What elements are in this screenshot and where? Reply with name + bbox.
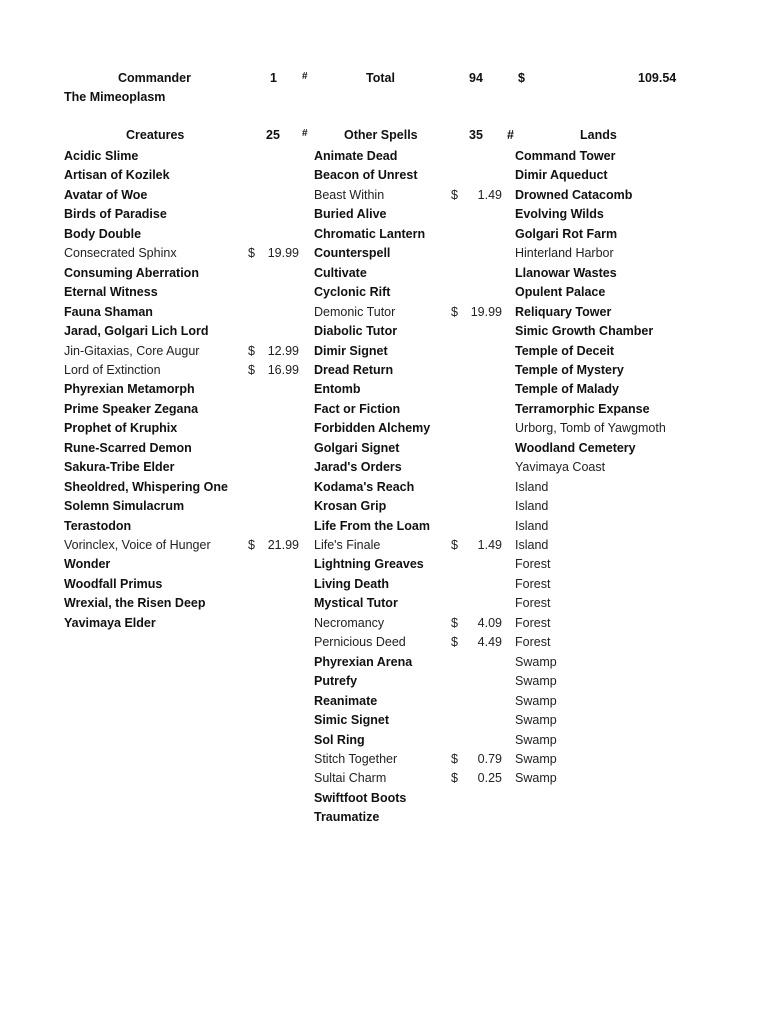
creatures-row-name: Artisan of Kozilek [64,168,170,183]
creatures-row-name: Eternal Witness [64,285,158,300]
lands-row-name: Forest [515,615,551,630]
spells-row-name: Entomb [314,382,361,397]
lands-row-name: Command Tower [515,149,616,163]
lands-row-name: Opulent Palace [515,285,606,300]
spells-row-name: Phyrexian Arena [314,654,413,669]
creatures-row-name: Phyrexian Metamorph [64,382,195,397]
creatures-row-price: 21.99 [267,538,299,552]
spells-row-name: Lightning Greaves [314,557,424,572]
spells-row-name: Putrefy [314,674,358,689]
creatures-count: 25 [266,128,280,142]
spells-row-name: Forbidden Alchemy [314,421,431,436]
total-count: 94 [469,71,483,85]
creatures-row-name: Prime Speaker Zegana [64,401,199,416]
lands-row-name: Hinterland Harbor [515,246,614,261]
spells-row-name: Reanimate [314,693,378,708]
lands-row-name: Temple of Mystery [515,362,624,377]
total-price: 109.54 [638,71,677,85]
spells-row-price: 19.99 [470,304,502,319]
spells-row-name: Buried Alive [314,207,387,222]
spells-row-name: Kodama's Reach [314,479,415,494]
spells-row-name: Krosan Grip [314,499,387,514]
creatures-row-name: Lord of Extinction [64,362,161,377]
lands-row-name: Simic Growth Chamber [515,324,654,339]
commander-label: Commander [118,71,191,85]
creatures-row-dollar: $ [248,538,255,552]
spells-row-name: Traumatize [314,810,380,825]
creatures-row-name: Wrexial, the Risen Deep [64,596,206,611]
creatures-row-name: Birds of Paradise [64,207,167,222]
lands-row-name: Forest [515,576,551,591]
spells-row-name: Living Death [314,576,390,591]
lands-row-name: Forest [515,635,551,650]
commander-count: 1 [270,71,277,85]
creatures-row-name: Solemn Simulacrum [64,499,185,514]
lands-row-name: Island [515,499,549,514]
lands-row-name: Urborg, Tomb of Yawgmoth [515,421,666,436]
creatures-row-price: 12.99 [267,343,299,358]
spells-row-name: Jarad's Orders [314,460,402,475]
creatures-row-name: Jarad, Golgari Lich Lord [64,324,209,339]
spells-row-dollar: $ [451,751,458,766]
creatures-row-name: Jin-Gitaxias, Core Augur [64,343,200,358]
lands-row-name: Woodland Cemetery [515,440,636,455]
spells-row-dollar: $ [451,635,458,650]
creatures-row-name: Prophet of Kruphix [64,421,178,436]
lands-row-name: Island [515,538,549,552]
creatures-row-name: Consecrated Sphinx [64,246,177,261]
spells-row-price: 4.49 [477,635,502,650]
creatures-row-dollar: $ [248,362,255,377]
spells-row-price: 1.49 [477,187,502,202]
lands-row-name: Island [515,518,549,533]
lands-row-name: Swamp [515,732,557,747]
creatures-row-name: Rune-Scarred Demon [64,440,192,455]
lands-row-name: Temple of Malady [515,382,619,397]
creatures-row-name: Avatar of Woe [64,187,148,202]
lands-row-name: Evolving Wilds [515,207,604,222]
spells-row-name: Life From the Loam [314,518,430,533]
spells-row-name: Fact or Fiction [314,401,401,416]
lands-row-name: Dimir Aqueduct [515,168,608,183]
spells-row-dollar: $ [451,538,458,552]
total-dollar: $ [518,71,525,85]
spells-row-name: Pernicious Deed [314,635,406,650]
spells-row-name: Chromatic Lantern [314,226,426,241]
creatures-row-name: Consuming Aberration [64,265,199,280]
creatures-row-price: 16.99 [267,362,299,377]
spells-row-name: Cultivate [314,265,367,280]
creatures-row-name: Terastodon [64,518,132,533]
spells-row-dollar: $ [451,304,458,319]
spells-row-name: Sol Ring [314,732,365,747]
spells-row-name: Counterspell [314,246,391,261]
spells-row-price: 1.49 [477,538,502,552]
lands-row-name: Swamp [515,713,557,728]
creatures-row-name: Body Double [64,226,142,241]
commander-hash: # [302,71,308,82]
creatures-row-dollar: $ [248,246,255,261]
spells-label: Other Spells [344,128,418,142]
creatures-row-name: Wonder [64,557,111,572]
lands-row-name: Temple of Deceit [515,343,615,358]
creatures-row-name: Fauna Shaman [64,304,153,319]
spells-row-name: Golgari Signet [314,440,400,455]
creatures-row-name: Sakura-Tribe Elder [64,460,175,475]
lands-row-name: Golgari Rot Farm [515,226,618,241]
lands-row-name: Island [515,479,549,494]
creatures-row-name: Acidic Slime [64,149,139,163]
spells-row-price: 0.25 [477,771,502,786]
lands-row-name: Swamp [515,771,557,786]
lands-row-name: Reliquary Tower [515,304,612,319]
lands-label: Lands [580,128,617,142]
creatures-row-name: Sheoldred, Whispering One [64,479,228,494]
spells-row-name: Dimir Signet [314,343,388,358]
creatures-row-dollar: $ [248,343,255,358]
spells-row-name: Beast Within [314,187,385,202]
spells-row-name: Life's Finale [314,538,381,552]
lands-row-name: Swamp [515,674,557,689]
creatures-row-price: 19.99 [267,246,299,261]
lands-row-name: Forest [515,596,551,611]
spells-row-dollar: $ [451,615,458,630]
lands-row-name: Forest [515,557,551,572]
spells-row-name: Mystical Tutor [314,596,398,611]
spells-hash: # [507,128,514,142]
lands-row-name: Yavimaya Coast [515,460,606,475]
spells-row-price: 0.79 [477,751,502,766]
spells-row-dollar: $ [451,187,458,202]
lands-row-name: Swamp [515,654,557,669]
lands-row-name: Swamp [515,751,557,766]
spells-row-name: Sultai Charm [314,771,387,786]
commander-name: The Mimeoplasm [64,90,166,104]
spells-row-name: Necromancy [314,615,385,630]
lands-row-name: Drowned Catacomb [515,187,633,202]
creatures-row-name: Vorinclex, Voice of Hunger [64,538,211,552]
spells-count: 35 [469,128,483,142]
total-label: Total [366,71,395,85]
spells-row-name: Animate Dead [314,149,398,163]
creatures-row-name: Yavimaya Elder [64,615,156,630]
creatures-hash: # [302,128,308,139]
spells-row-name: Simic Signet [314,713,390,728]
spells-row-name: Beacon of Unrest [314,168,418,183]
lands-row-name: Terramorphic Expanse [515,401,650,416]
spells-row-name: Cyclonic Rift [314,285,391,300]
spells-row-name: Demonic Tutor [314,304,396,319]
spells-row-name: Stitch Together [314,751,398,766]
spells-row-price: 4.09 [477,615,502,630]
spells-row-name: Diabolic Tutor [314,324,398,339]
spells-row-dollar: $ [451,771,458,786]
creatures-label: Creatures [126,128,185,142]
lands-row-name: Llanowar Wastes [515,265,617,280]
creatures-row-name: Woodfall Primus [64,576,163,591]
spells-row-name: Dread Return [314,362,394,377]
lands-row-name: Swamp [515,693,557,708]
spells-row-name: Swiftfoot Boots [314,790,407,805]
